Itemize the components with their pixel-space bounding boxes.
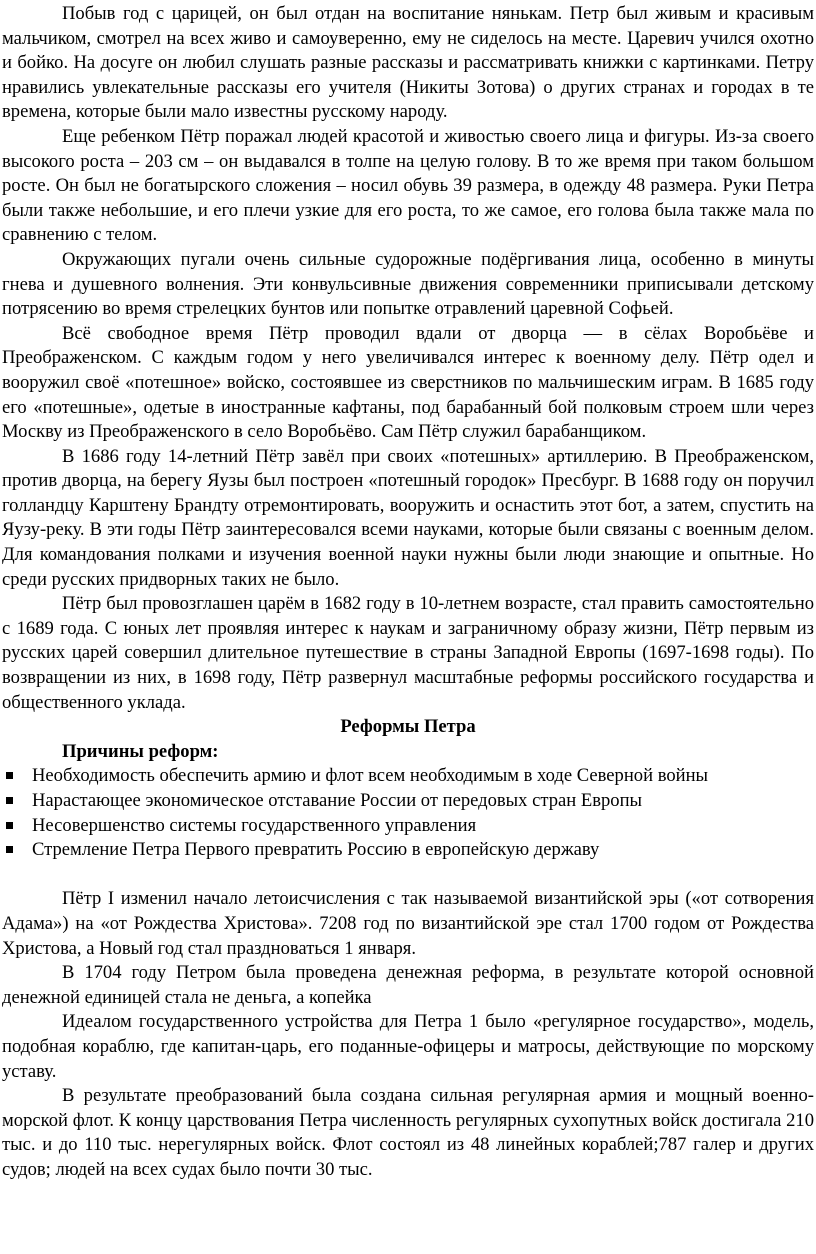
list-item: Нарастающее экономическое отставание России от передовых стран Европы xyxy=(2,789,814,814)
paragraph-tsar: Пётр был провозглашен царём в 1682 году в 10-летнем возрасте, стал править самостоятельно с 1689 года. С юных лет проявляя интерес к наукам и заграничному образу жизни, Пётр первым из русских царей совершил длительное путешествие в страны Западной Европы (1697-1698 годы). По возвращении из них, в 1698 году, Пётр развернул масштабные реформы российского государства и общественного уклада. xyxy=(2,593,814,713)
paragraph-artillery: В 1686 году 14-летний Пётр завёл при своих «потешных» артиллерию. В Преображенском, против дворца, на берегу Яузы был построен «потешный городок» Пресбург. В 1688 году он поручил голландцу Карштену Брандту отремонтировать, вооружить и оснастить этот бот, а затем, спустить на Яузу-реку. В эти годы Пётр заинтересовался всеми науками, которые были связаны с военным делом. Для командования полками и изучения военной науки нужны были люди знающие и опытные. Но среди русских придворных таких не было. xyxy=(2,445,814,590)
list-item: Стремление Петра Первого превратить Россию в европейскую державу xyxy=(2,838,814,863)
paragraph-childhood: Побыв год с царицей, он был отдан на воспитание нянькам. Петр был живым и красивым мальчиком, смотрел на всех живо и самоуверенно, ему не сиделось на месте. Царевич учился охотно и бойко. На досуге он любил слушать разные рассказы и рассматривать книжки с картинками. Петру нравились увлекательные рассказы его учителя (Никиты Зотова) о других странах и городах в те времена, которые были мало известны русскому народу. xyxy=(2,3,814,123)
reasons-title: Причины реформ: xyxy=(62,740,219,762)
paragraph-convulsions: Окружающих пугали очень сильные судорожные подёргивания лица, особенно в минуты гнева и душевного волнения. Эти конвульсивные движения современники приписывали детскому потрясению во время стрелецких бунтов или попытке отравлений царевной Софьей. xyxy=(2,248,814,320)
square-bullet-icon xyxy=(6,772,13,779)
paragraph-poteshnye: Всё свободное время Пётр проводил вдали от дворца — в сёлах Воробьёве и Преображенском. С каждым годом у него увеличивался интерес к военному делу. Пётр одел и вооружил своё «потешное» войско, состоявшее из сверстников по мальчишеским играм. В 1685 году его «потешные», одетые в иностранные кафтаны, под барабанный бой полковым строем шли через Москву из Преображенского в село Воробьёво. Сам Пётр служил барабанщиком. xyxy=(2,322,814,443)
paragraph-currency: В 1704 году Петром была проведена денежная реформа, в результате которой основной денежной единицей стала не деньга, а копейка xyxy=(2,962,814,1008)
square-bullet-icon xyxy=(6,797,13,804)
paragraph-calendar: Пётр I изменил начало летоисчисления с так называемой византийской эры («от сотворения Адама») на «от Рождества Христова». 7208 год по византийской эре стал 1700 годом от Рождества Христова, а Новый год стал праздноваться 1 января. xyxy=(2,888,814,959)
section-title: Реформы Петра xyxy=(340,716,476,738)
paragraph-army-fleet: В результате преобразований была создана сильная регулярная армия и мощный военно-морской флот. К концу царствования Петра численность регулярных сухопутных войск достигала 210 тыс. и до 110 тыс. нерегулярных войск. Флот состоял из 48 линейных кораблей;787 галер и других судов; людей на всех судах было почти 30 тыс. xyxy=(2,1085,814,1180)
list-item: Несовершенство системы государственного управления xyxy=(2,814,814,839)
list-item: Необходимость обеспечить армию и флот всем необходимым в ходе Северной войны xyxy=(2,764,814,789)
paragraph-regular-state: Идеалом государственного устройства для Петра 1 было «регулярное государство», модель, подобная кораблю, где капитан-царь, его поданные-офицеры и матросы, действующие по морскому уставу. xyxy=(2,1011,814,1082)
square-bullet-icon xyxy=(6,822,13,829)
square-bullet-icon xyxy=(6,846,13,853)
reasons-list xyxy=(2,764,814,862)
paragraph-appearance: Еще ребенком Пётр поражал людей красотой и живостью своего лица и фигуры. Из-за своего высокого роста – 203 см – он выдавался в толпе на целую голову. В то же время при таком большом росте. Он был не богатырского сложения – носил обувь 39 размера, в одежду 48 размера. Руки Петра были также небольшие, и его плечи узкие для его роста, то же самое, его голова была также мала по сравнению с телом. xyxy=(2,125,814,246)
